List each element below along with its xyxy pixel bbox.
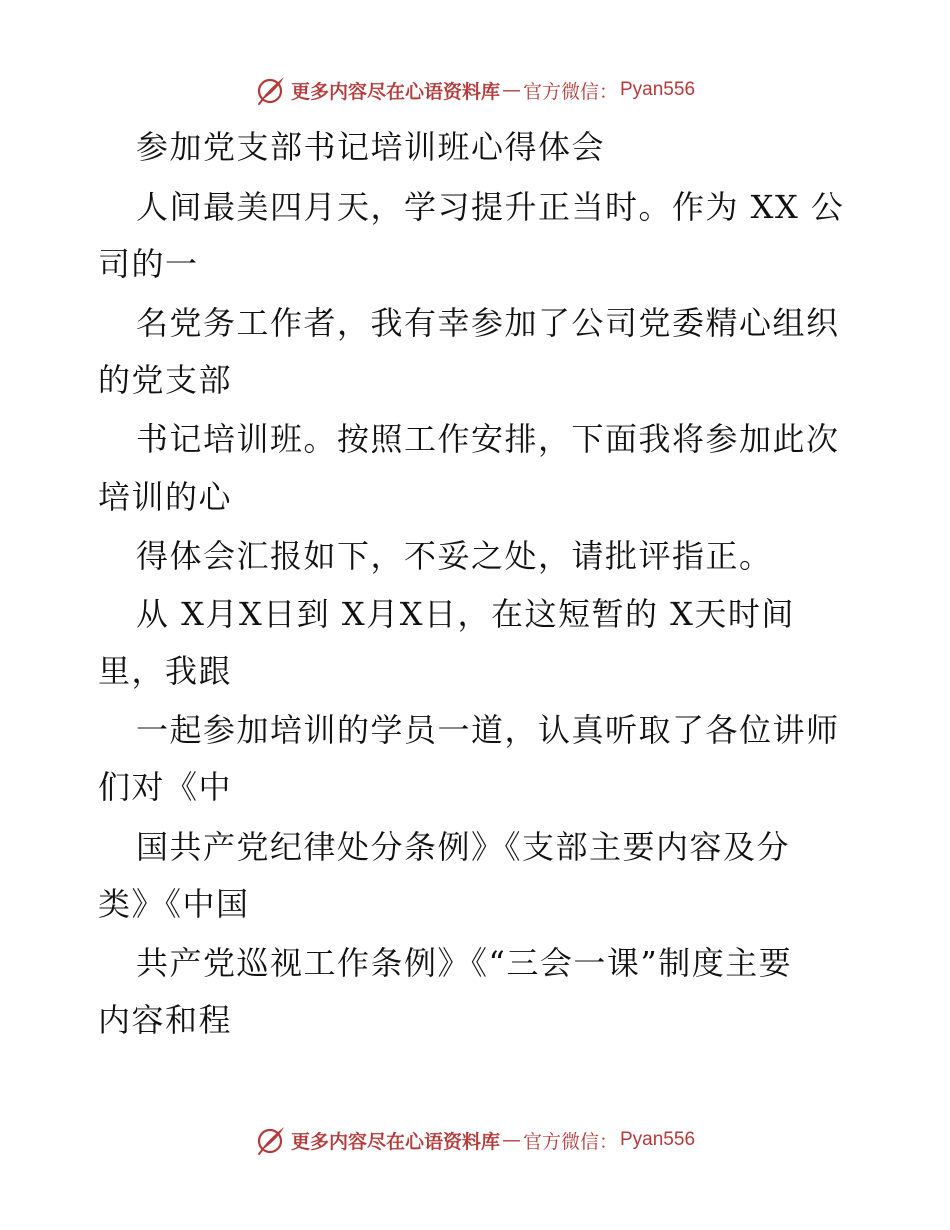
paragraph-line: 培训的心: [98, 478, 233, 516]
paragraph-line: 书记培训班。按照工作安排，下面我将参加此次: [136, 420, 840, 458]
banner-text: 更多内容尽在心语资料库: [290, 1130, 500, 1153]
paragraph-line: 共产党巡视工作条例》《“三会一课”制度主要: [136, 944, 793, 982]
header-banner: [0, 70, 950, 110]
banner-wechat-label: 官方微信：: [522, 1130, 618, 1153]
paragraph-line: 人间最美四月天，学习提升正当时。作为 XX 公: [136, 188, 845, 226]
banner-text: 更多内容尽在心语资料库: [290, 80, 500, 103]
paragraph-line: 国共产党纪律处分条例》《支部主要内容及分: [136, 828, 791, 866]
banner-dash: —: [501, 79, 521, 101]
banner-wechat-id: Pyan556: [620, 79, 696, 100]
paragraph-line: 的党支部: [98, 361, 233, 399]
paragraph-line: 名党务工作者，我有幸参加了公司党委精心组织: [136, 304, 840, 342]
banner-wechat-id: Pyan556: [620, 1129, 696, 1150]
banner-dash: —: [501, 1129, 521, 1151]
paragraph-line: 里，我跟: [98, 652, 233, 690]
paragraph-line: 一起参加培训的学员一道，认真听取了各位讲师: [136, 711, 840, 749]
paragraph-line: 从 X月X日到 X月X日，在这短暂的 X天时间: [136, 595, 795, 633]
paragraph-line: 司的一: [98, 245, 199, 283]
quill-logo-icon: [255, 1124, 287, 1156]
paragraph-line: 类》《中国: [98, 885, 250, 923]
footer-banner: [0, 1120, 950, 1160]
paragraph-line: 内容和程: [98, 1001, 233, 1039]
quill-logo-icon: [255, 74, 287, 106]
paragraph-line: 得体会汇报如下，不妥之处，请批评指正。: [136, 537, 773, 575]
banner-wechat-label: 官方微信：: [522, 80, 618, 103]
paragraph-line: 们对《中: [98, 768, 233, 806]
document-title: 参加党支部书记培训班心得体会: [136, 128, 606, 166]
